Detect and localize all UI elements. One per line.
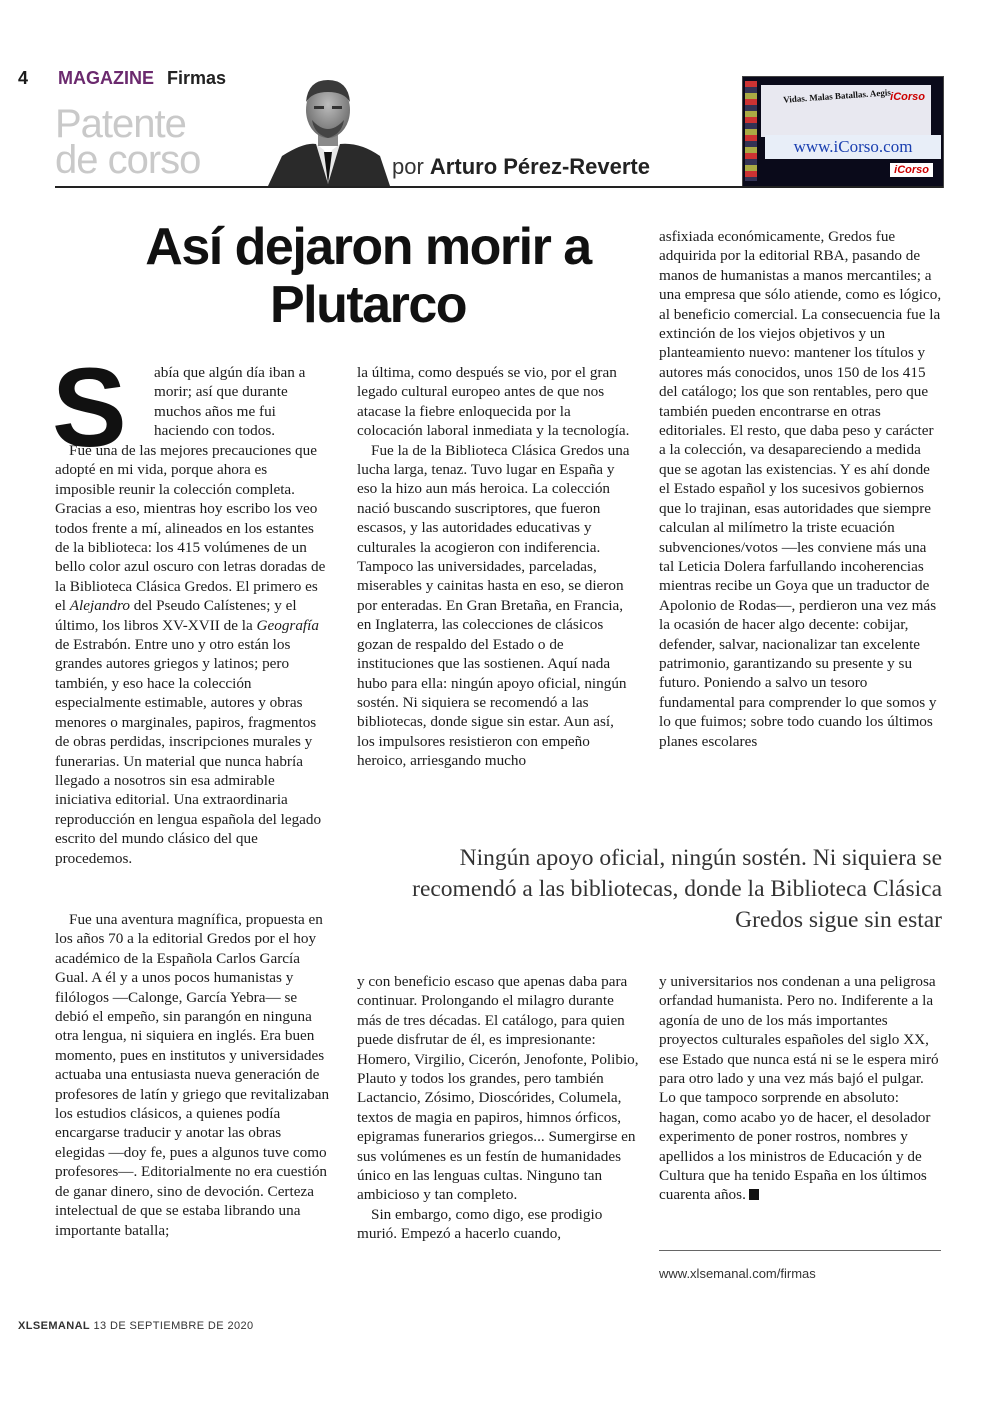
ad-logo-bottom: iCorso [890, 163, 933, 177]
footer-date: 13 DE SEPTIEMBRE DE 2020 [93, 1320, 254, 1332]
intro-paragraph: abía que algún día iban a morir; así que durante muchos años me fui haciendo con todos. [154, 364, 306, 440]
drop-cap: S [52, 345, 127, 470]
column2-continued [357, 972, 639, 1244]
header-rule [55, 186, 943, 188]
author-portrait [264, 72, 392, 186]
website-ad [742, 76, 944, 188]
text-span: del Pseudo Calístenes; y el último, los libros XV-XVII de la [55, 597, 297, 634]
column1-intro [154, 363, 329, 441]
column3-continued [659, 972, 942, 1205]
author-name: Arturo Pérez-Reverte [429, 154, 650, 179]
ad-url: www.iCorso.com [765, 135, 941, 159]
ad-logo: iCorso [890, 91, 925, 103]
paragraph: Sin embargo, como digo, ese prodigio murió. Empezó a hacerlo cuando, [357, 1205, 603, 1243]
paragraph [659, 972, 942, 1205]
column1-body [55, 441, 330, 868]
pull-quote: Ningún apoyo oficial, ningún sostén. Ni siquiera se recomendó a las bibliotecas, donde la Biblioteca Clásica Gredos sigue sin estar [412, 845, 942, 933]
paragraph: la última, como después se vio, por el gran legado cultural europeo antes de que nos atacase la fiebre enloquecida por la colocación laboral inmediata y la tecnología. [357, 364, 630, 440]
footer [18, 1320, 254, 1332]
column3-body [659, 227, 942, 751]
text-span: y universitarios nos condenan a una peligrosa orfandad humanista. Pero no. Indiferente a la agonía de uno de los más importantes proyectos culturales españoles del siglo XX, ese Estado que nunca está ni se le espera miró para otro lado y una vez más bajó el pulgar. Lo que tampoco sorprende en absoluto: hagan, como acabo yo de hacer, el desolador experimento de poner rostros, nombres y apellidos a los ministros de Educación y de Cultura que ha tenido España en los últimos cuarenta años. [659, 973, 939, 1204]
paragraph [55, 441, 330, 868]
text-span: Fue una de las mejores precauciones que adopté en mi vida, porque ahora es imposible reunir la colección completa. Gracias a eso, mientras hoy escribo los veo todos frente a mí, alineados en los estantes de la biblioteca: los 415 volúmenes de un bello color azul oscuro con letras doradas de la Biblioteca Clásica Gredos. El primero es el [55, 442, 326, 615]
article-title: Así dejaron morir a Plutarco [145, 218, 591, 334]
italic-title: Geografía [256, 616, 319, 634]
paragraph: Fue una aventura magnífica, propuesta en los años 70 a la editorial Gredos por el hoy académico de la Española Carlos García Gual. A él y a unos pocos humanistas y filólogos —Calonge, García Yebra— se debió el empeño, sin parangón en ninguna otra lengua, ni siquiera en inglés. Era buen momento, pues en institutos y universidades actuaba una entusiasta nueva generación de profesores de latín y griego que revitalizaban los estudios clásicos, a quienes podía encargarse traducir y anotar las obras elegidas —doy fe, pues a algunos tuve como profesores—. Editorialmente no era cuestión de ganar dinero, sino de devoción. Certeza intelectual de que se estaba librando una importante batalla; [55, 911, 330, 1239]
italic-title: Alejandro [69, 597, 130, 615]
end-mark-icon [749, 1189, 759, 1200]
footer-brand: XLSEMANAL [18, 1320, 91, 1332]
column2-body [357, 363, 632, 771]
column-name-line2: de corso [55, 138, 201, 182]
web-rule [659, 1250, 941, 1251]
magazine-label: MAGAZINE [58, 68, 154, 88]
text-span: de Estrabón. Entre uno y otro están los grandes autores griegos y latinos; pero también, y eso hace la colección especialmente estimable, autores y obras menores o marginales, papiros, fragmentos de obras perdidas, inscripciones murales y funerarias. Un material que nunca habría llegado a nosotros sin esa admirable iniciativa editorial. Una extraordinaria reproducción en lengua española del legado escrito del mundo clásico del que procedemos. [55, 636, 322, 867]
section-label: Firmas [167, 68, 227, 88]
column1-continued [55, 910, 333, 1240]
ad-screenshot [761, 85, 931, 137]
byline [392, 154, 650, 180]
ad-sidebar-strip [745, 81, 757, 181]
byline-prefix: por [392, 154, 424, 179]
paragraph: asfixiada económicamente, Gredos fue adquirida por la editorial RBA, pasando de manos de humanistas a manos mercantiles; a una empresa que sólo atiende, como es lógico, al beneficio comercial. La consecuencia fue la extinción de los viejos objetivos y un planteamiento nuevo: mantener los títulos y autores más conocidos, unos 150 de los 415 del catálogo; los que son rentables, pero que también pueden encontrarse en otras editoriales. El resto, que daba peso y carácter a la colección, va desapareciendo a medida que se agotan las existencias. Y es ahí donde el Estado español y los sucesivos gobiernos que lo trajinan, esas autoridades que siempre calculan al milímetro la triste ecuación subvenciones/votos —les conviene más una tal Leticia Dolera farfullando incoherencias mientras recibe un Goya que un traductor de Apolonio de Rodas—, perdieron una vez más la ocasión de hacer algo decente: cobijar, defender, salvar, nacionalizar tan excelente patrimonio, garantizando su presente y su futuro. Poniendo a salvo un tesoro fundamental para comprender lo que somos y lo que fuimos; sobre todo cuando los últimos planes escolares [659, 228, 942, 750]
website-link[interactable]: www.xlsemanal.com/firmas [659, 1266, 816, 1281]
page-number: 4 [18, 68, 29, 88]
paragraph: y con beneficio escaso que apenas daba para continuar. Prolongando el milagro durante más de tres décadas. El catálogo, para quien puede disfrutar de él, es impresionante: Homero, Virgilio, Cicerón, Jenofonte, Polibio, Plauto y todos los grandes, pero también Lactancio, Zósimo, Dioscórides, Columela, textos de magia en papiros, himnos órficos, epigramas funerarios griegos... Sumergirse en sus volúmenes es un festín de humanidades único en las lenguas cultas. Ninguno tan ambicioso y tan completo. [357, 973, 639, 1204]
column-name-line1: Patente [55, 102, 186, 146]
paragraph: Fue la de la Biblioteca Clásica Gredos una lucha larga, tenaz. Tuvo lugar en España y eso la hizo aun más heroica. La colección nació buscando suscriptores, que fueron escasos, y las autoridades educativas y culturales la acogieron con indiferencia. Tampoco las universidades, parceladas, miserables y cainitas hasta en eso, se dieron por enteradas. En Gran Bretaña, en Francia, en Inglaterra, las colecciones de clásicos gozan de respaldo del Estado o de instituciones que las sostienen. Aquí nada hubo para ella: ningún apoyo oficial, ningún sostén. Ni siquiera se recomendó a las bibliotecas, donde sigue sin estar. Aun así, los impulsores resistieron con empeño heroico, arriesgando mucho [357, 441, 630, 770]
ad-site-title: Vidas. Malas Batallas. Aegis [782, 87, 892, 105]
